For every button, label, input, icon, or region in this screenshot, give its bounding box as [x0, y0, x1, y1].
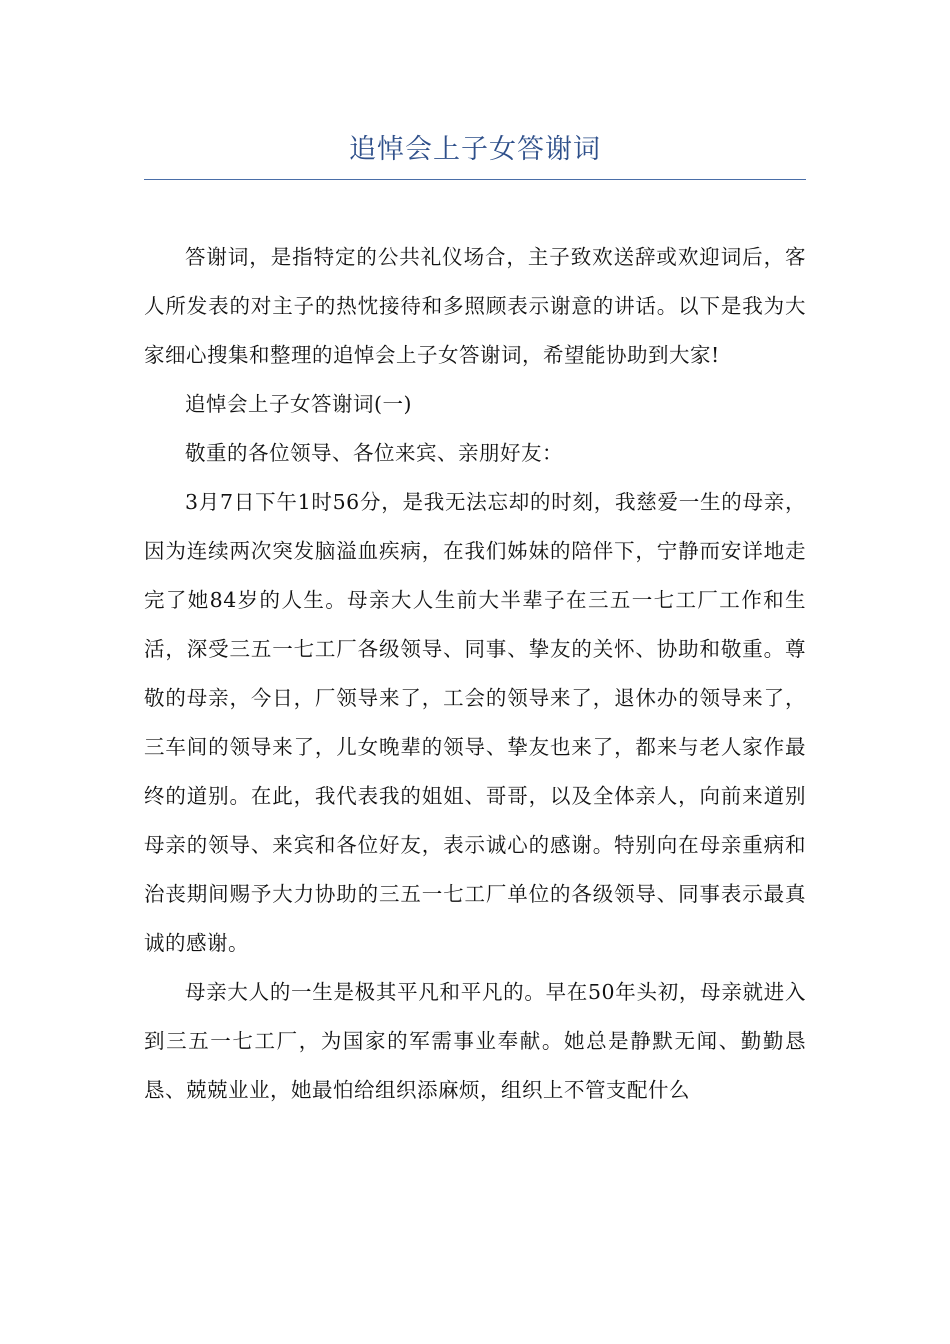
document-title: 追悼会上子女答谢词 [349, 134, 601, 165]
paragraph-intro: 答谢词，是指特定的公共礼仪场合，主子致欢送辞或欢迎词后，客人所发表的对主子的热忱接待和多照顾表示谢意的讲话。以下是我为大家细心搜集和整理的追悼会上子女答谢词，希望能协助到大家! [144, 245, 806, 367]
paragraph-body-2: 母亲大人的一生是极其平凡和平凡的。早在50年头初，母亲就进入到三五一七工厂，为国家的军需事业奉献。她总是静默无闻、勤勤恳恳、兢兢业业，她最怕给组织添麻烦，组织上不管支配什么 [144, 980, 806, 1102]
document-body [144, 233, 806, 1115]
paragraph-body-1: 3月7日下午1时56分，是我无法忘却的时刻，我慈爱一生的母亲，因为连续两次突发脑溢血疾病，在我们姊妹的陪伴下，宁静而安详地走完了她84岁的人生。母亲大人生前大半辈子在三五一七工厂工作和生活，深受三五一七工厂各级领导、同事、挚友的关怀、协助和敬重。尊敬的母亲，今日，厂领导来了，工会的领导来了，退休办的领导来了，三车间的领导来了，儿女晚辈的领导、挚友也来了，都来与老人家作最终的道别。在此，我代表我的姐姐、哥哥，以及全体亲人，向前来道别母亲的领导、来宾和各位好友，表示诚心的感谢。特别向在母亲重病和治丧期间赐予大力协助的三五一七工厂单位的各级领导、同事表示最真诚的感谢。 [144, 490, 806, 955]
title-underline [144, 179, 806, 180]
section-heading: 追悼会上子女答谢词(一) [185, 392, 412, 416]
salutation: 敬重的各位领导、各位来宾、亲朋好友： [185, 441, 563, 465]
